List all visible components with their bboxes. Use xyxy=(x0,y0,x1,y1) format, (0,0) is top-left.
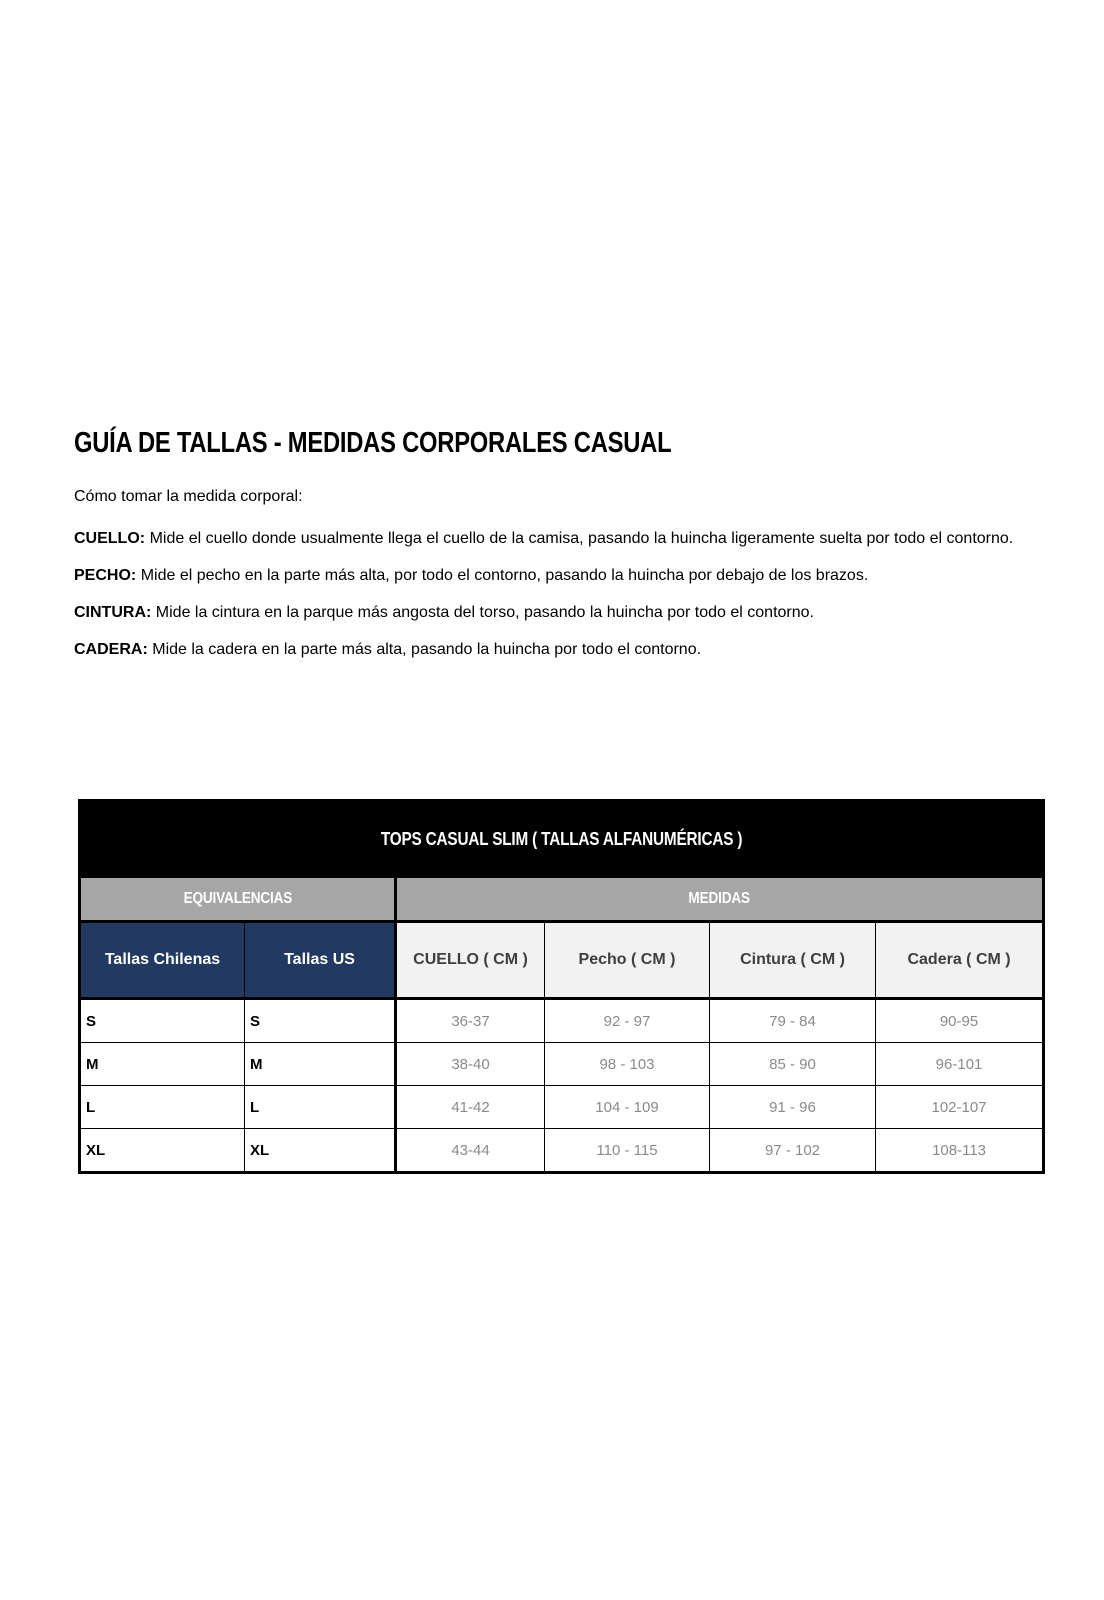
definition-cuello-label: CUELLO: xyxy=(74,530,146,547)
definition-cadera xyxy=(74,637,1039,663)
cell-xl-talla-us: XL xyxy=(245,1129,396,1173)
page-title-text: GUÍA DE TALLAS - MEDIDAS CORPORALES CASUAL xyxy=(74,427,672,459)
cell-s-cintura: 79 - 84 xyxy=(710,999,876,1043)
group-header-equivalencias xyxy=(80,878,396,922)
definition-cuello-text: Mide el cuello donde usualmente llega el cuello de la camisa, pasando la huincha ligeramente suelta por todo el contorno. xyxy=(149,530,1014,547)
size-table xyxy=(78,799,1045,1174)
cell-s-talla-chilena: S xyxy=(80,999,245,1043)
group-header-medidas xyxy=(396,878,1044,922)
col-header-pecho: Pecho ( CM ) xyxy=(545,922,710,999)
cell-l-cuello: 41-42 xyxy=(396,1086,545,1129)
definition-pecho xyxy=(74,563,1039,589)
group-header-equivalencias-text: EQUIVALENCIAS xyxy=(183,890,292,907)
table-group-header-row xyxy=(80,878,1044,922)
table-title-cell xyxy=(80,801,1044,878)
table-title-text: TOPS CASUAL SLIM ( TALLAS ALFANUMÉRICAS ) xyxy=(380,829,743,849)
definition-cadera-text: Mide la cadera en la parte más alta, pasando la huincha por todo el contorno. xyxy=(152,641,702,658)
page-title xyxy=(74,429,1039,458)
col-header-tallas-chilenas: Tallas Chilenas xyxy=(80,922,245,999)
cell-xl-cuello: 43-44 xyxy=(396,1129,545,1173)
cell-xl-cadera: 108-113 xyxy=(876,1129,1044,1173)
table-row-s xyxy=(80,999,1044,1043)
col-header-cintura: Cintura ( CM ) xyxy=(710,922,876,999)
definition-cadera-label: CADERA: xyxy=(74,641,148,658)
cell-m-cintura: 85 - 90 xyxy=(710,1043,876,1086)
cell-m-talla-us: M xyxy=(245,1043,396,1086)
cell-s-cadera: 90-95 xyxy=(876,999,1044,1043)
table-title-row xyxy=(80,801,1044,878)
definition-cintura-text: Mide la cintura en la parque más angosta del torso, pasando la huincha por todo el contorno. xyxy=(155,604,814,621)
cell-l-cintura: 91 - 96 xyxy=(710,1086,876,1129)
col-header-cadera: Cadera ( CM ) xyxy=(876,922,1044,999)
cell-xl-cintura: 97 - 102 xyxy=(710,1129,876,1173)
table-row-m xyxy=(80,1043,1044,1086)
table-row-xl xyxy=(80,1129,1044,1173)
cell-m-cadera: 96-101 xyxy=(876,1043,1044,1086)
intro-text: Cómo tomar la medida corporal: xyxy=(74,488,303,505)
cell-s-pecho: 92 - 97 xyxy=(545,999,710,1043)
definition-cuello xyxy=(74,526,1039,552)
group-header-medidas-text: MEDIDAS xyxy=(688,890,751,907)
cell-xl-pecho: 110 - 115 xyxy=(545,1129,710,1173)
cell-m-talla-chilena: M xyxy=(80,1043,245,1086)
cell-l-talla-chilena: L xyxy=(80,1086,245,1129)
cell-m-pecho: 98 - 103 xyxy=(545,1043,710,1086)
definition-pecho-label: PECHO: xyxy=(74,567,137,584)
instructions-section xyxy=(74,429,1039,674)
cell-l-talla-us: L xyxy=(245,1086,396,1129)
cell-l-pecho: 104 - 109 xyxy=(545,1086,710,1129)
cell-s-cuello: 36-37 xyxy=(396,999,545,1043)
definitions-list xyxy=(74,526,1039,663)
definition-cintura-label: CINTURA: xyxy=(74,604,152,621)
col-header-tallas-us: Tallas US xyxy=(245,922,396,999)
col-header-cuello: CUELLO ( CM ) xyxy=(396,922,545,999)
cell-s-talla-us: S xyxy=(245,999,396,1043)
cell-xl-talla-chilena: XL xyxy=(80,1129,245,1173)
cell-l-cadera: 102-107 xyxy=(876,1086,1044,1129)
table-row-l xyxy=(80,1086,1044,1129)
definition-cintura xyxy=(74,600,1039,626)
cell-m-cuello: 38-40 xyxy=(396,1043,545,1086)
definition-pecho-text: Mide el pecho en la parte más alta, por todo el contorno, pasando la huincha por debajo de los brazos. xyxy=(140,567,869,584)
table-column-header-row xyxy=(80,922,1044,999)
